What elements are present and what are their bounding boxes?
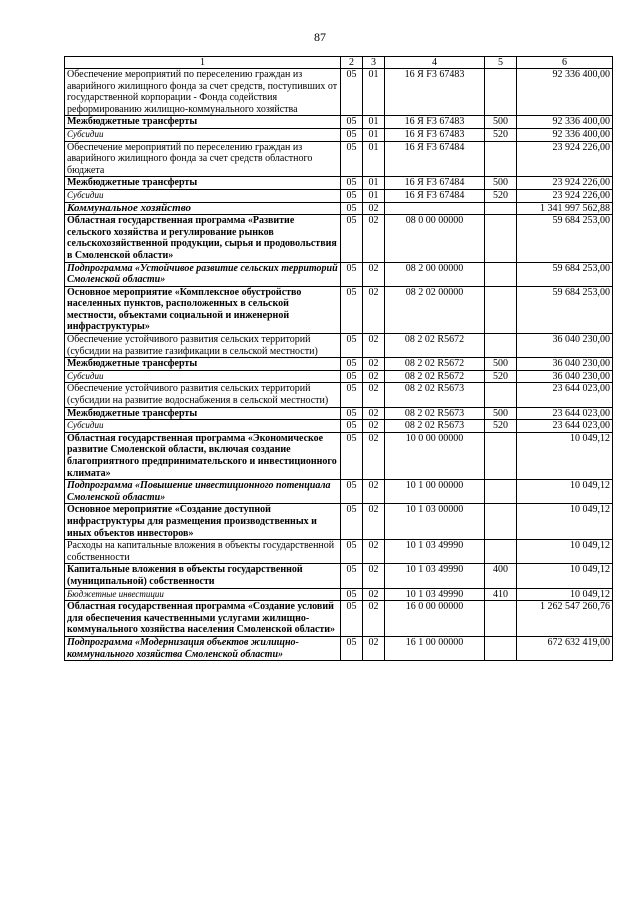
target-article-cell: 16 0 00 00000 (385, 601, 485, 637)
table-row (65, 383, 613, 407)
section-code-cell: 05 (341, 286, 363, 333)
target-article-cell: 16 Я F3 67484 (385, 189, 485, 202)
table-row (65, 504, 613, 540)
expense-type-cell (485, 432, 517, 479)
expense-type-cell (485, 383, 517, 407)
table-row (65, 69, 613, 116)
section-code-cell: 05 (341, 202, 363, 215)
subsection-code-cell: 01 (363, 69, 385, 116)
amount-cell: 23 644 023,00 (517, 407, 613, 420)
table-header-row (65, 57, 613, 69)
row-name-cell: Межбюджетные трансферты (65, 407, 341, 420)
row-name-cell: Подпрограмма «Повышение инвестиционного потенциала Смоленской области» (65, 480, 341, 504)
amount-cell: 23 924 226,00 (517, 177, 613, 190)
row-name-cell: Обеспечение мероприятий по переселению граждан из аварийного жилищного фонда за счет средств областного бюджета (65, 141, 341, 177)
row-name-cell: Обеспечение устойчивого развития сельских территорий (субсидии на развитие газификации в сельской местности) (65, 334, 341, 358)
target-article-cell: 08 2 02 R5673 (385, 420, 485, 433)
table-row (65, 480, 613, 504)
expense-type-cell (485, 215, 517, 262)
table-row (65, 286, 613, 333)
subsection-code-cell: 02 (363, 202, 385, 215)
row-name-cell: Субсидии (65, 128, 341, 141)
section-code-cell: 05 (341, 69, 363, 116)
table-row (65, 215, 613, 262)
target-article-cell: 16 Я F3 67483 (385, 116, 485, 129)
subsection-code-cell: 02 (363, 432, 385, 479)
table-row (65, 128, 613, 141)
target-article-cell: 10 1 00 00000 (385, 480, 485, 504)
subsection-code-cell: 02 (363, 601, 385, 637)
amount-cell: 10 049,12 (517, 504, 613, 540)
amount-cell: 10 049,12 (517, 480, 613, 504)
row-name-cell: Бюджетные инвестиции (65, 588, 341, 601)
target-article-cell: 10 1 03 49990 (385, 564, 485, 588)
subsection-code-cell: 02 (363, 334, 385, 358)
subsection-code-cell: 02 (363, 215, 385, 262)
table-row (65, 177, 613, 190)
table-row (65, 564, 613, 588)
amount-cell: 59 684 253,00 (517, 286, 613, 333)
row-name-cell: Капитальные вложения в объекты государственной (муниципальной) собственности (65, 564, 341, 588)
table-row (65, 262, 613, 286)
target-article-cell: 08 2 02 R5672 (385, 358, 485, 371)
table-row (65, 540, 613, 564)
amount-cell: 1 341 997 562,88 (517, 202, 613, 215)
subsection-code-cell: 02 (363, 480, 385, 504)
amount-cell: 23 644 023,00 (517, 420, 613, 433)
target-article-cell: 08 2 00 00000 (385, 262, 485, 286)
subsection-code-cell: 01 (363, 128, 385, 141)
table-row (65, 334, 613, 358)
expense-type-cell: 500 (485, 358, 517, 371)
amount-cell: 10 049,12 (517, 564, 613, 588)
row-name-cell: Основное мероприятие «Комплексное обустройство населенных пунктов, расположенных в сельской местности, объектами социальной и инженерной инфраструктуры» (65, 286, 341, 333)
section-code-cell: 05 (341, 636, 363, 660)
expense-type-cell: 520 (485, 420, 517, 433)
section-code-cell: 05 (341, 480, 363, 504)
subsection-code-cell: 01 (363, 177, 385, 190)
table-row (65, 202, 613, 215)
target-article-cell: 08 2 02 R5672 (385, 334, 485, 358)
amount-cell: 10 049,12 (517, 588, 613, 601)
table-row (65, 601, 613, 637)
expense-type-cell (485, 202, 517, 215)
table-row (65, 407, 613, 420)
target-article-cell (385, 202, 485, 215)
table-row (65, 189, 613, 202)
target-article-cell: 08 0 00 00000 (385, 215, 485, 262)
row-name-cell: Расходы на капитальные вложения в объекты государственной собственности (65, 540, 341, 564)
amount-cell: 10 049,12 (517, 540, 613, 564)
table-row (65, 588, 613, 601)
target-article-cell: 10 1 03 00000 (385, 504, 485, 540)
expense-type-cell (485, 334, 517, 358)
row-name-cell: Областная государственная программа «Развитие сельского хозяйства и регулирование рынков сельскохозяйственной продукции, сырья и продовольствия в Смоленской области» (65, 215, 341, 262)
expense-type-cell: 500 (485, 116, 517, 129)
row-name-cell: Межбюджетные трансферты (65, 177, 341, 190)
target-article-cell: 08 2 02 R5672 (385, 370, 485, 383)
row-name-cell: Межбюджетные трансферты (65, 358, 341, 371)
subsection-code-cell: 01 (363, 116, 385, 129)
expense-type-cell (485, 504, 517, 540)
row-name-cell: Основное мероприятие «Создание доступной инфраструктуры для размещения производственных и иных объектов инвесторов» (65, 504, 341, 540)
amount-cell: 59 684 253,00 (517, 262, 613, 286)
amount-cell: 23 644 023,00 (517, 383, 613, 407)
section-code-cell: 05 (341, 588, 363, 601)
section-code-cell: 05 (341, 504, 363, 540)
target-article-cell: 16 Я F3 67483 (385, 128, 485, 141)
subsection-code-cell: 02 (363, 504, 385, 540)
row-name-cell: Обеспечение мероприятий по переселению граждан из аварийного жилищного фонда за счет средств, поступивших от государственной корпорации - Фонда содействия реформированию жилищно-коммунального хозяйства (65, 69, 341, 116)
subsection-code-cell: 01 (363, 189, 385, 202)
table-row (65, 116, 613, 129)
expense-type-cell (485, 286, 517, 333)
table-row (65, 636, 613, 660)
header-cell: 1 (65, 57, 341, 69)
table-row (65, 432, 613, 479)
section-code-cell: 05 (341, 116, 363, 129)
table-row (65, 358, 613, 371)
section-code-cell: 05 (341, 540, 363, 564)
target-article-cell: 10 0 00 00000 (385, 432, 485, 479)
header-cell: 6 (517, 57, 613, 69)
amount-cell: 36 040 230,00 (517, 334, 613, 358)
expense-type-cell (485, 141, 517, 177)
row-name-cell: Областная государственная программа «Создание условий для обеспечения качественными услугами жилищно-коммунального хозяйства населения Смоленской области» (65, 601, 341, 637)
row-name-cell: Межбюджетные трансферты (65, 116, 341, 129)
header-cell: 4 (385, 57, 485, 69)
amount-cell: 1 262 547 260,76 (517, 601, 613, 637)
subsection-code-cell: 02 (363, 358, 385, 371)
row-name-cell: Коммунальное хозяйство (65, 202, 341, 215)
target-article-cell: 10 1 03 49990 (385, 540, 485, 564)
budget-table (64, 56, 613, 661)
expense-type-cell: 520 (485, 370, 517, 383)
row-name-cell: Обеспечение устойчивого развития сельских территорий (субсидии на развитие водоснабжения в сельской местности) (65, 383, 341, 407)
expense-type-cell: 500 (485, 177, 517, 190)
section-code-cell: 05 (341, 334, 363, 358)
header-cell: 5 (485, 57, 517, 69)
table-row (65, 141, 613, 177)
amount-cell: 59 684 253,00 (517, 215, 613, 262)
subsection-code-cell: 02 (363, 540, 385, 564)
expense-type-cell: 410 (485, 588, 517, 601)
section-code-cell: 05 (341, 215, 363, 262)
amount-cell: 10 049,12 (517, 432, 613, 479)
section-code-cell: 05 (341, 262, 363, 286)
amount-cell: 92 336 400,00 (517, 128, 613, 141)
subsection-code-cell: 02 (363, 420, 385, 433)
amount-cell: 92 336 400,00 (517, 69, 613, 116)
section-code-cell: 05 (341, 420, 363, 433)
target-article-cell: 16 1 00 00000 (385, 636, 485, 660)
section-code-cell: 05 (341, 383, 363, 407)
target-article-cell: 16 Я F3 67484 (385, 177, 485, 190)
subsection-code-cell: 02 (363, 636, 385, 660)
target-article-cell: 08 2 02 R5673 (385, 383, 485, 407)
section-code-cell: 05 (341, 177, 363, 190)
section-code-cell: 05 (341, 432, 363, 479)
row-name-cell: Субсидии (65, 420, 341, 433)
amount-cell: 23 924 226,00 (517, 189, 613, 202)
amount-cell: 36 040 230,00 (517, 358, 613, 371)
row-name-cell: Подпрограмма «Устойчивое развитие сельских территорий Смоленской области» (65, 262, 341, 286)
row-name-cell: Областная государственная программа «Экономическое развитие Смоленской области, включая создание благоприятного предпринимательского и инвестиционного климата» (65, 432, 341, 479)
section-code-cell: 05 (341, 128, 363, 141)
expense-type-cell (485, 601, 517, 637)
expense-type-cell: 500 (485, 407, 517, 420)
amount-cell: 672 632 419,00 (517, 636, 613, 660)
section-code-cell: 05 (341, 370, 363, 383)
expense-type-cell (485, 262, 517, 286)
amount-cell: 92 336 400,00 (517, 116, 613, 129)
table-row (65, 420, 613, 433)
header-cell: 3 (363, 57, 385, 69)
row-name-cell: Подпрограмма «Модернизация объектов жилищно-коммунального хозяйства Смоленской области» (65, 636, 341, 660)
amount-cell: 36 040 230,00 (517, 370, 613, 383)
subsection-code-cell: 02 (363, 407, 385, 420)
expense-type-cell (485, 480, 517, 504)
page-number: 87 (314, 30, 326, 44)
expense-type-cell: 520 (485, 128, 517, 141)
section-code-cell: 05 (341, 358, 363, 371)
target-article-cell: 08 2 02 R5673 (385, 407, 485, 420)
expense-type-cell: 520 (485, 189, 517, 202)
subsection-code-cell: 02 (363, 564, 385, 588)
section-code-cell: 05 (341, 407, 363, 420)
target-article-cell: 08 2 02 00000 (385, 286, 485, 333)
row-name-cell: Субсидии (65, 189, 341, 202)
row-name-cell: Субсидии (65, 370, 341, 383)
subsection-code-cell: 02 (363, 383, 385, 407)
section-code-cell: 05 (341, 189, 363, 202)
subsection-code-cell: 02 (363, 370, 385, 383)
expense-type-cell (485, 69, 517, 116)
expense-type-cell: 400 (485, 564, 517, 588)
section-code-cell: 05 (341, 564, 363, 588)
amount-cell: 23 924 226,00 (517, 141, 613, 177)
header-cell: 2 (341, 57, 363, 69)
subsection-code-cell: 02 (363, 262, 385, 286)
table-row (65, 370, 613, 383)
expense-type-cell (485, 636, 517, 660)
target-article-cell: 10 1 03 49990 (385, 588, 485, 601)
section-code-cell: 05 (341, 141, 363, 177)
target-article-cell: 16 Я F3 67484 (385, 141, 485, 177)
section-code-cell: 05 (341, 601, 363, 637)
subsection-code-cell: 02 (363, 286, 385, 333)
target-article-cell: 16 Я F3 67483 (385, 69, 485, 116)
subsection-code-cell: 01 (363, 141, 385, 177)
expense-type-cell (485, 540, 517, 564)
subsection-code-cell: 02 (363, 588, 385, 601)
